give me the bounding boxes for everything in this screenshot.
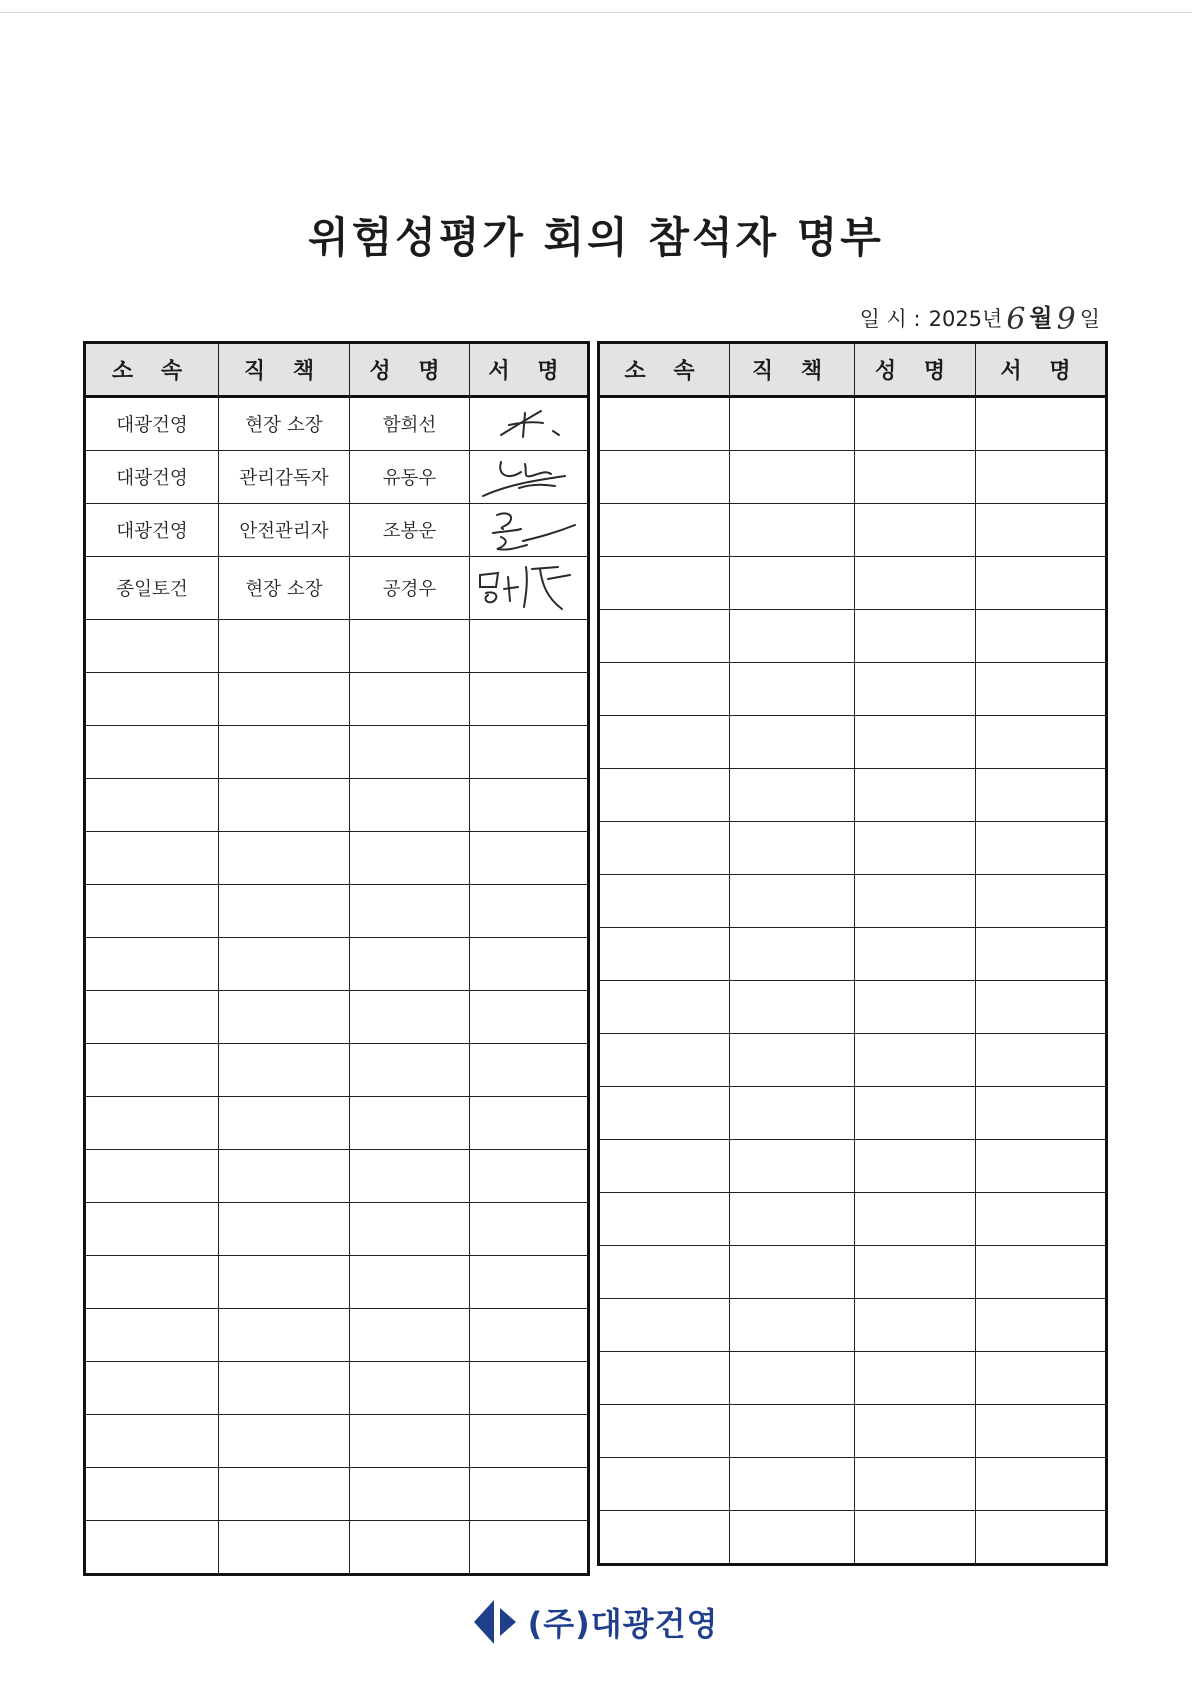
empty-cell <box>219 620 350 673</box>
date-month-handwritten: 6 <box>1006 302 1026 337</box>
table-row-empty <box>85 938 589 991</box>
cell-position: 관리감독자 <box>219 451 350 504</box>
empty-cell <box>730 928 855 981</box>
table-row-empty <box>85 832 589 885</box>
empty-cell <box>350 1468 470 1521</box>
empty-cell <box>730 451 855 504</box>
empty-cell <box>85 1097 219 1150</box>
empty-cell <box>470 1150 589 1203</box>
empty-cell <box>470 1468 589 1521</box>
signature-image <box>474 561 584 619</box>
empty-cell <box>350 991 470 1044</box>
empty-cell <box>599 504 730 557</box>
empty-cell <box>350 673 470 726</box>
empty-cell <box>599 981 730 1034</box>
table-row-empty <box>85 991 589 1044</box>
empty-cell <box>855 1405 976 1458</box>
header-affiliation: 소 속 <box>599 343 730 397</box>
empty-cell <box>85 1415 219 1468</box>
cell-position: 현장 소장 <box>219 557 350 620</box>
table-row <box>85 504 589 557</box>
empty-cell <box>599 769 730 822</box>
empty-cell <box>85 1309 219 1362</box>
empty-cell <box>976 663 1107 716</box>
cell-name: 공경우 <box>350 557 470 620</box>
table-row-empty <box>85 620 589 673</box>
empty-cell <box>730 1299 855 1352</box>
empty-cell <box>350 1362 470 1415</box>
empty-cell <box>599 1405 730 1458</box>
date-year: 2025년 <box>928 307 1003 331</box>
empty-cell <box>219 938 350 991</box>
table-row <box>85 397 589 451</box>
header-signature: 서 명 <box>976 343 1107 397</box>
empty-cell <box>855 1246 976 1299</box>
table-header-row <box>599 343 1107 397</box>
empty-cell <box>730 1246 855 1299</box>
empty-cell <box>599 822 730 875</box>
empty-cell <box>730 769 855 822</box>
empty-cell <box>599 1299 730 1352</box>
empty-cell <box>219 1097 350 1150</box>
empty-cell <box>470 673 589 726</box>
empty-cell <box>730 1405 855 1458</box>
table-row-empty <box>599 1299 1107 1352</box>
diamond-arrow-logo-icon <box>474 1598 518 1646</box>
empty-cell <box>976 716 1107 769</box>
empty-cell <box>976 1299 1107 1352</box>
empty-cell <box>470 620 589 673</box>
table-row-empty <box>85 1044 589 1097</box>
date-label: 일 시 : <box>859 307 921 331</box>
empty-cell <box>730 981 855 1034</box>
empty-cell <box>730 716 855 769</box>
empty-cell <box>855 1458 976 1511</box>
table-row-empty <box>599 875 1107 928</box>
empty-cell <box>730 1087 855 1140</box>
empty-cell <box>219 1203 350 1256</box>
empty-cell <box>470 1309 589 1362</box>
table-row-empty <box>85 1468 589 1521</box>
company-logo <box>0 1598 1192 1646</box>
empty-cell <box>219 1521 350 1575</box>
empty-cell <box>599 875 730 928</box>
empty-cell <box>976 928 1107 981</box>
empty-cell <box>350 885 470 938</box>
cell-name: 조봉운 <box>350 504 470 557</box>
empty-cell <box>219 1468 350 1521</box>
empty-cell <box>350 938 470 991</box>
empty-cell <box>470 726 589 779</box>
empty-cell <box>976 769 1107 822</box>
table-row-empty <box>85 1521 589 1575</box>
empty-cell <box>730 504 855 557</box>
empty-cell <box>219 1309 350 1362</box>
company-name: (주)대광건영 <box>527 1605 719 1643</box>
cell-signature <box>470 504 589 557</box>
empty-cell <box>976 1511 1107 1565</box>
empty-cell <box>599 1034 730 1087</box>
attendee-table-left <box>83 341 590 1576</box>
empty-cell <box>85 726 219 779</box>
empty-cell <box>85 1468 219 1521</box>
empty-cell <box>219 832 350 885</box>
empty-cell <box>976 1405 1107 1458</box>
empty-cell <box>219 1150 350 1203</box>
empty-cell <box>855 769 976 822</box>
empty-cell <box>730 822 855 875</box>
empty-cell <box>470 938 589 991</box>
table-row-empty <box>599 1458 1107 1511</box>
cell-position: 안전관리자 <box>219 504 350 557</box>
signature-image <box>479 401 579 447</box>
empty-cell <box>470 991 589 1044</box>
empty-cell <box>855 1193 976 1246</box>
empty-cell <box>976 557 1107 610</box>
empty-cell <box>350 1097 470 1150</box>
empty-cell <box>730 1458 855 1511</box>
empty-cell <box>976 1246 1107 1299</box>
empty-cell <box>350 1203 470 1256</box>
cell-name: 유동우 <box>350 451 470 504</box>
empty-cell <box>976 1087 1107 1140</box>
empty-cell <box>219 1044 350 1097</box>
empty-cell <box>85 885 219 938</box>
attendee-table-right <box>597 341 1108 1566</box>
empty-cell <box>85 779 219 832</box>
empty-cell <box>855 1034 976 1087</box>
table-row-empty <box>599 451 1107 504</box>
empty-cell <box>855 397 976 451</box>
empty-cell <box>85 673 219 726</box>
empty-cell <box>350 779 470 832</box>
empty-cell <box>219 1415 350 1468</box>
table-row-empty <box>599 928 1107 981</box>
table-row-empty <box>599 1246 1107 1299</box>
empty-cell <box>855 451 976 504</box>
empty-cell <box>855 663 976 716</box>
date-day-label: 일 <box>1079 307 1100 331</box>
empty-cell <box>350 1256 470 1309</box>
empty-cell <box>730 1034 855 1087</box>
table-row-empty <box>85 673 589 726</box>
empty-cell <box>599 1246 730 1299</box>
empty-cell <box>976 1140 1107 1193</box>
cell-position: 현장 소장 <box>219 397 350 451</box>
empty-cell <box>855 504 976 557</box>
empty-cell <box>219 885 350 938</box>
empty-cell <box>85 1044 219 1097</box>
header-name: 성 명 <box>855 343 976 397</box>
empty-cell <box>599 1087 730 1140</box>
cell-name: 함희선 <box>350 397 470 451</box>
empty-cell <box>470 1256 589 1309</box>
empty-cell <box>855 1299 976 1352</box>
table-row-empty <box>85 726 589 779</box>
empty-cell <box>730 397 855 451</box>
empty-cell <box>470 1097 589 1150</box>
empty-cell <box>85 991 219 1044</box>
table-row-empty <box>85 885 589 938</box>
table-row <box>85 451 589 504</box>
table-row-empty <box>599 557 1107 610</box>
empty-cell <box>85 1203 219 1256</box>
cell-signature <box>470 397 589 451</box>
empty-cell <box>976 610 1107 663</box>
empty-cell <box>85 1256 219 1309</box>
date-day-handwritten: 9 <box>1056 302 1076 337</box>
table-row-empty <box>85 1097 589 1150</box>
empty-cell <box>599 928 730 981</box>
table-row-empty <box>599 1352 1107 1405</box>
empty-cell <box>470 832 589 885</box>
empty-cell <box>470 1044 589 1097</box>
empty-cell <box>599 1140 730 1193</box>
empty-cell <box>730 663 855 716</box>
empty-cell <box>85 1521 219 1575</box>
empty-cell <box>976 1034 1107 1087</box>
empty-cell <box>730 610 855 663</box>
empty-cell <box>730 1140 855 1193</box>
empty-cell <box>976 451 1107 504</box>
table-row-empty <box>599 1193 1107 1246</box>
empty-cell <box>470 779 589 832</box>
empty-cell <box>730 1193 855 1246</box>
empty-cell <box>350 726 470 779</box>
empty-cell <box>599 716 730 769</box>
table-row-empty <box>599 1405 1107 1458</box>
empty-cell <box>219 779 350 832</box>
empty-cell <box>730 1352 855 1405</box>
table-row-empty <box>599 610 1107 663</box>
empty-cell <box>599 397 730 451</box>
empty-cell <box>219 1256 350 1309</box>
empty-cell <box>470 1362 589 1415</box>
table-row-empty <box>599 504 1107 557</box>
empty-cell <box>350 1150 470 1203</box>
page-title: 위험성평가 회의 참석자 명부 <box>308 213 884 262</box>
empty-cell <box>85 1150 219 1203</box>
cell-signature <box>470 557 589 620</box>
empty-cell <box>219 1362 350 1415</box>
empty-cell <box>730 557 855 610</box>
empty-cell <box>599 1458 730 1511</box>
empty-cell <box>599 451 730 504</box>
empty-cell <box>855 1511 976 1565</box>
empty-cell <box>599 557 730 610</box>
header-signature: 서 명 <box>470 343 589 397</box>
empty-cell <box>350 1521 470 1575</box>
scan-top-edge <box>0 12 1192 13</box>
empty-cell <box>730 875 855 928</box>
cell-affiliation: 대광건영 <box>85 451 219 504</box>
empty-cell <box>599 1511 730 1565</box>
empty-cell <box>85 832 219 885</box>
table-row-empty <box>599 822 1107 875</box>
header-affiliation: 소 속 <box>85 343 219 397</box>
empty-cell <box>855 557 976 610</box>
table-row-empty <box>85 1362 589 1415</box>
table-row-empty <box>85 1256 589 1309</box>
meeting-date <box>859 298 1100 337</box>
header-position: 직 책 <box>219 343 350 397</box>
date-month-label: 월 <box>1029 304 1053 332</box>
empty-cell <box>470 1203 589 1256</box>
empty-cell <box>470 885 589 938</box>
empty-cell <box>976 1193 1107 1246</box>
table-row-empty <box>599 981 1107 1034</box>
empty-cell <box>219 991 350 1044</box>
cell-affiliation: 종일토건 <box>85 557 219 620</box>
table-row-empty <box>599 1034 1107 1087</box>
empty-cell <box>855 1140 976 1193</box>
signature-image <box>479 507 579 553</box>
table-row-empty <box>599 716 1107 769</box>
empty-cell <box>855 1087 976 1140</box>
table-row-empty <box>599 663 1107 716</box>
table-row-empty <box>599 1087 1107 1140</box>
empty-cell <box>470 1521 589 1575</box>
cell-signature <box>470 451 589 504</box>
table-row <box>85 557 589 620</box>
empty-cell <box>855 716 976 769</box>
empty-cell <box>85 938 219 991</box>
empty-cell <box>350 1415 470 1468</box>
empty-cell <box>976 822 1107 875</box>
cell-affiliation: 대광건영 <box>85 397 219 451</box>
empty-cell <box>350 620 470 673</box>
empty-cell <box>976 1458 1107 1511</box>
table-row-empty <box>85 1415 589 1468</box>
empty-cell <box>855 1352 976 1405</box>
empty-cell <box>599 1193 730 1246</box>
empty-cell <box>85 620 219 673</box>
table-row-empty <box>599 1140 1107 1193</box>
header-name: 성 명 <box>350 343 470 397</box>
table-row-empty <box>599 397 1107 451</box>
empty-cell <box>599 610 730 663</box>
empty-cell <box>855 981 976 1034</box>
empty-cell <box>976 875 1107 928</box>
signature-image <box>479 454 579 500</box>
table-row-empty <box>599 769 1107 822</box>
empty-cell <box>855 875 976 928</box>
table-row-empty <box>599 1511 1107 1565</box>
empty-cell <box>219 726 350 779</box>
table-row-empty <box>85 1150 589 1203</box>
table-row-empty <box>85 1309 589 1362</box>
empty-cell <box>85 1362 219 1415</box>
empty-cell <box>350 832 470 885</box>
empty-cell <box>855 822 976 875</box>
empty-cell <box>855 928 976 981</box>
cell-affiliation: 대광건영 <box>85 504 219 557</box>
empty-cell <box>730 1511 855 1565</box>
empty-cell <box>976 1352 1107 1405</box>
empty-cell <box>350 1044 470 1097</box>
header-position: 직 책 <box>730 343 855 397</box>
empty-cell <box>470 1415 589 1468</box>
empty-cell <box>976 397 1107 451</box>
empty-cell <box>976 504 1107 557</box>
table-row-empty <box>85 1203 589 1256</box>
empty-cell <box>219 673 350 726</box>
empty-cell <box>976 981 1107 1034</box>
table-header-row <box>85 343 589 397</box>
empty-cell <box>599 663 730 716</box>
empty-cell <box>350 1309 470 1362</box>
table-row-empty <box>85 779 589 832</box>
empty-cell <box>599 1352 730 1405</box>
empty-cell <box>855 610 976 663</box>
